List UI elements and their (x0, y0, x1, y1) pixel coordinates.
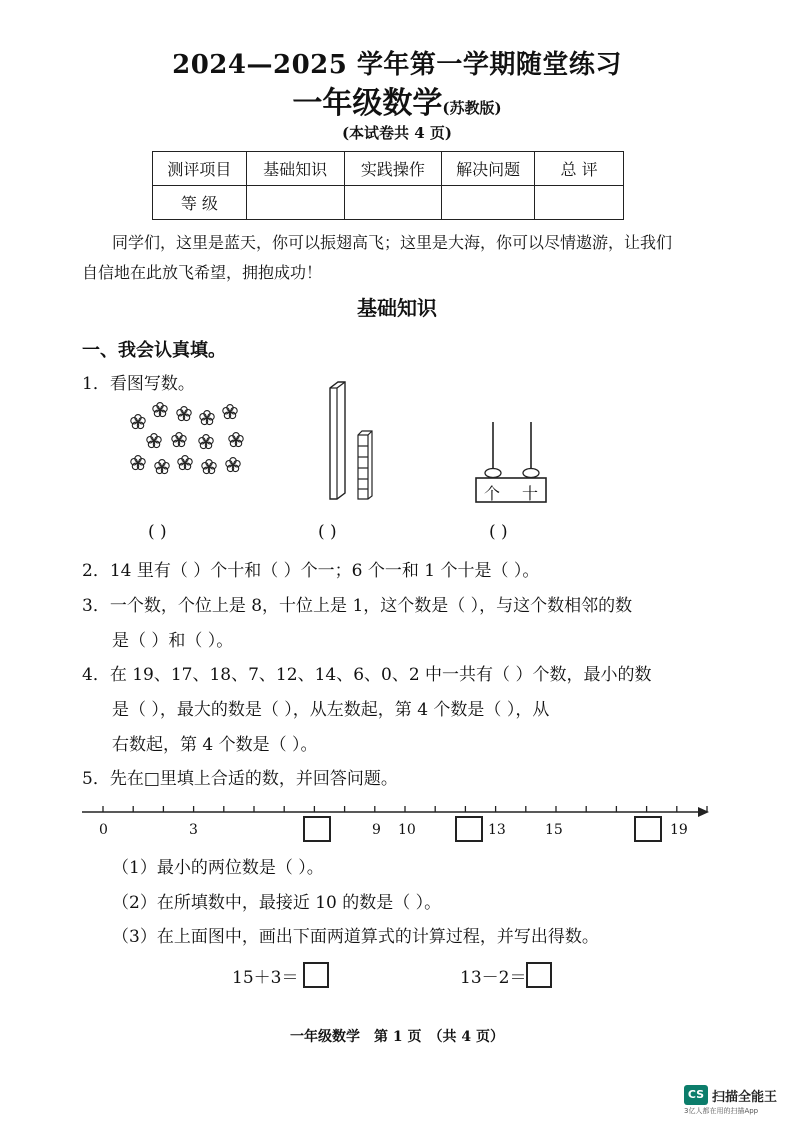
part1-title: 一、我会认真填。 (82, 340, 226, 361)
q5-text: 5．先在□里填上合适的数，并回答问题。 (82, 769, 398, 789)
nl-box-3[interactable] (634, 816, 662, 842)
q1-text: 1．看图写数。 (82, 374, 195, 394)
score-cell-basic: 基础知识 (246, 152, 344, 186)
equation-2: 13－2＝ (460, 968, 527, 988)
nl-box-1[interactable] (303, 816, 331, 842)
scanner-watermark (684, 1085, 784, 1115)
score-cell-practice: 实践操作 (344, 152, 442, 186)
score-cell-item: 测评项目 (153, 152, 247, 186)
flower-icon (226, 458, 240, 472)
score-table-grade-row (153, 186, 624, 220)
flower-icon (202, 460, 216, 474)
ten-rod-picture (325, 380, 385, 504)
q2-text: 2．14 里有（ ）个十和（ ）个一；6 个一和 1 个十是（ ）。 (82, 561, 540, 581)
flower-icon (178, 456, 192, 470)
grade-cell-basic[interactable] (246, 186, 344, 220)
scanner-logo-icon: CS (684, 1085, 708, 1105)
flower-icon (177, 407, 191, 421)
q1-answer-flowers[interactable]: ( ) (148, 522, 167, 542)
grade-cell-total[interactable] (535, 186, 624, 220)
nl-label-10: 10 (398, 822, 416, 838)
nl-label-19: 19 (670, 822, 688, 838)
flower-icon (155, 460, 169, 474)
abacus-units-label: 个 (484, 484, 501, 503)
score-cell-problem: 解决问题 (442, 152, 535, 186)
page-count-note: (本试卷共 4 页) (341, 124, 453, 142)
q5-sub1: （1）最小的两位数是（ ）。 (112, 858, 324, 878)
number-line (80, 796, 712, 822)
intro-line2: 自信地在此放飞希望，拥抱成功！ (82, 263, 323, 282)
flower-icon (172, 433, 186, 447)
flower-icon (147, 434, 161, 448)
scanner-name: 扫描全能王 (712, 1090, 778, 1105)
flower-icon (131, 456, 145, 470)
flower-icon (200, 411, 214, 425)
title-line1: 2024—2025 学年第一学期随堂练习 (172, 50, 622, 80)
intro-line1: 同学们，这里是蓝天，你可以振翅高飞；这里是大海，你可以尽情遨游，让我们 (112, 233, 673, 252)
grade-cell-problem[interactable] (442, 186, 535, 220)
q5-sub2: （2）在所填数中，最接近 10 的数是（ ）。 (112, 893, 442, 913)
grade-label: 等 级 (153, 186, 247, 220)
flowers-picture (122, 398, 252, 480)
section-title: 基础知识 (357, 296, 437, 320)
q1-answer-rods[interactable]: ( ) (318, 522, 337, 542)
equation-2-answer-box[interactable] (526, 962, 552, 988)
score-table (152, 151, 624, 220)
equation-1: 15＋3＝ (232, 968, 299, 988)
q1-answer-abacus[interactable]: ( ) (489, 522, 508, 542)
score-table-header-row (153, 152, 624, 186)
nl-label-15: 15 (545, 822, 563, 838)
scanner-tagline: 3亿人都在用的扫描App (684, 1107, 759, 1115)
q4-line2: 是（ ），最大的数是（ ），从左数起，第 4 个数是（ ），从 (112, 700, 550, 720)
nl-box-2[interactable] (455, 816, 483, 842)
nl-label-3: 3 (189, 822, 198, 838)
equation-1-answer-box[interactable] (303, 962, 329, 988)
q3-line1: 3．一个数，个位上是 8，十位上是 1，这个数是（ ），与这个数相邻的数 (82, 596, 633, 616)
flower-icon (229, 433, 243, 447)
q5-sub3: （3）在上面图中，画出下面两道算式的计算过程，并写出得数。 (112, 927, 599, 947)
grade-cell-practice[interactable] (344, 186, 442, 220)
title-line2 (0, 78, 794, 122)
page-footer: 一年级数学 第 1 页 （共 4 页） (290, 1029, 504, 1045)
edition-label: (苏教版) (442, 99, 502, 117)
flower-icon (223, 405, 237, 419)
abacus-tens-label: 十 (522, 484, 539, 503)
nl-label-0: 0 (99, 822, 108, 838)
nl-label-13: 13 (488, 822, 506, 838)
subject-title: 一年级数学 (292, 86, 443, 121)
nl-label-9: 9 (372, 822, 381, 838)
q4-line3: 右数起，第 4 个数是（ ）。 (112, 735, 318, 755)
score-cell-total: 总 评 (535, 152, 624, 186)
flower-icon (153, 403, 167, 417)
q3-line2: 是（ ）和（ ）。 (112, 631, 234, 651)
flower-icon (131, 415, 145, 429)
q4-line1: 4．在 19、17、18、7、12、14、6、0、2 中一共有（ ）个数，最小的数 (82, 665, 652, 685)
flower-icon (199, 435, 213, 449)
